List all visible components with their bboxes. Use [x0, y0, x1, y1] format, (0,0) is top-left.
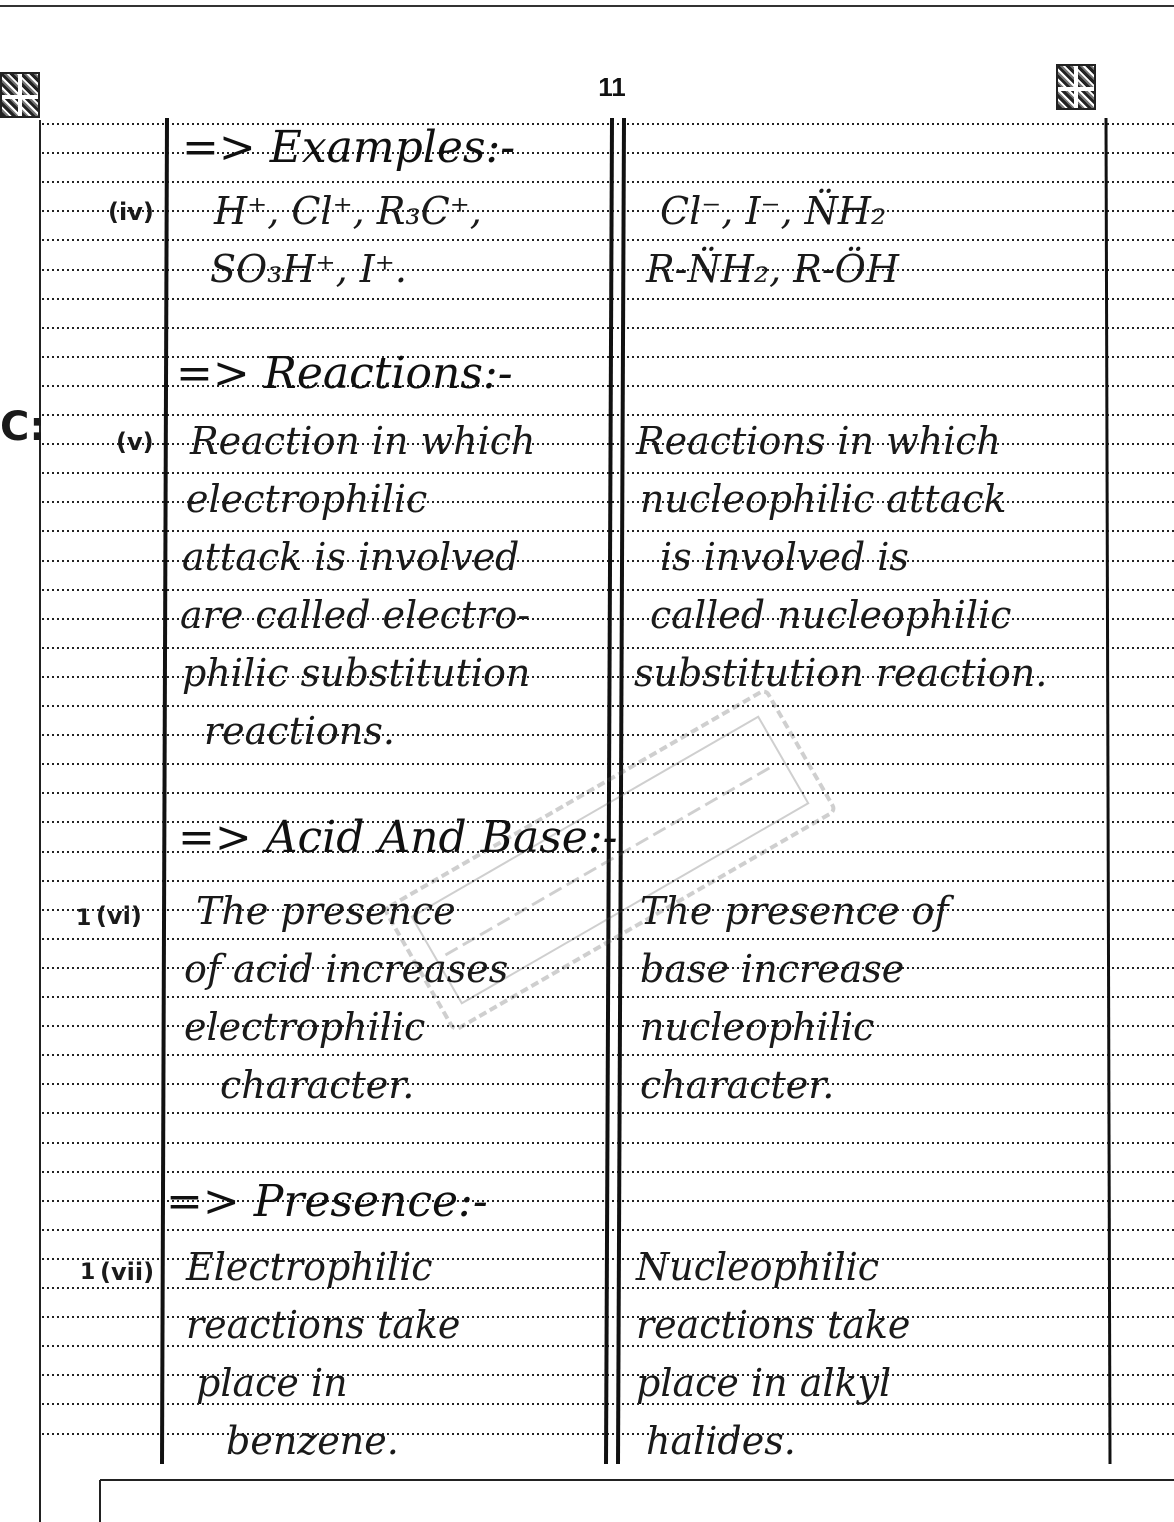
base-right-line-2: base increase — [640, 947, 905, 991]
item-marker-vii: (vii) — [100, 1258, 155, 1286]
acid-left-line-4: character. — [220, 1063, 415, 1107]
base-right-line-3: nucleophilic — [640, 1005, 875, 1049]
item-marker-v: (v) — [116, 428, 154, 456]
reactions-right-line-5: substitution reaction. — [634, 651, 1048, 695]
presence-right-line-4: halides. — [646, 1419, 796, 1463]
reactions-left-line-2: electrophilic — [186, 477, 428, 521]
page-number: 11 — [598, 72, 626, 102]
qr-code-right — [1056, 64, 1096, 110]
reactions-right-line-1: Reactions in which — [636, 419, 1002, 463]
reactions-left-line-5: philic substitution — [182, 651, 531, 695]
acid-left-line-3: electrophilic — [184, 1005, 426, 1049]
base-right-line-1: The presence of — [640, 889, 949, 933]
presence-left-line-1: Electrophilic — [186, 1245, 433, 1289]
presence-left-line-3: place in — [196, 1361, 348, 1405]
reactions-right-line-3: is involved is — [660, 535, 909, 579]
examples-left-line-1: H⁺, Cl⁺, R₃C⁺, — [214, 189, 482, 233]
qr-code-left — [0, 72, 40, 118]
presence-right-line-2: reactions take — [636, 1303, 911, 1347]
presence-left-line-2: reactions take — [186, 1303, 461, 1347]
score-mark-vi: 1 — [76, 906, 92, 931]
presence-right-line-1: Nucleophilic — [636, 1245, 880, 1289]
reactions-left-line-3: attack is involved — [182, 535, 520, 579]
examples-right-line-2: R-N̈H₂, R-ÖH — [646, 247, 899, 291]
base-right-line-4: character. — [640, 1063, 835, 1107]
section-heading-presence: => Presence:- — [166, 1176, 488, 1227]
column-right-border — [1106, 118, 1110, 1464]
reactions-right-line-4: called nucleophilic — [650, 593, 1012, 637]
reactions-right-line-2: nucleophilic attack — [640, 477, 1007, 521]
reactions-left-line-1: Reaction in which — [190, 419, 536, 463]
reactions-left-line-4: are called electro- — [180, 593, 531, 637]
side-mark: C: — [0, 404, 46, 450]
section-heading-examples: => Examples:- — [182, 122, 516, 173]
examples-right-line-1: Cl⁻, I⁻, N̈H₂ — [660, 189, 887, 233]
examples-left-line-2: SO₃H⁺, I⁺. — [210, 247, 407, 291]
presence-left-line-4: benzene. — [226, 1419, 399, 1463]
score-mark-vii: 1 — [80, 1260, 96, 1285]
section-heading-acid-base: => Acid And Base:- — [178, 812, 618, 863]
section-heading-reactions: => Reactions:- — [176, 348, 513, 399]
acid-left-line-2: of acid increases — [184, 947, 509, 991]
presence-right-line-3: place in alkyl — [636, 1361, 892, 1405]
item-marker-iv: (iv) — [108, 198, 154, 226]
column-left-border — [162, 118, 167, 1464]
acid-left-line-1: The presence — [196, 889, 456, 933]
reactions-left-line-6: reactions. — [204, 709, 395, 753]
item-marker-vi: (vi) — [96, 902, 142, 930]
